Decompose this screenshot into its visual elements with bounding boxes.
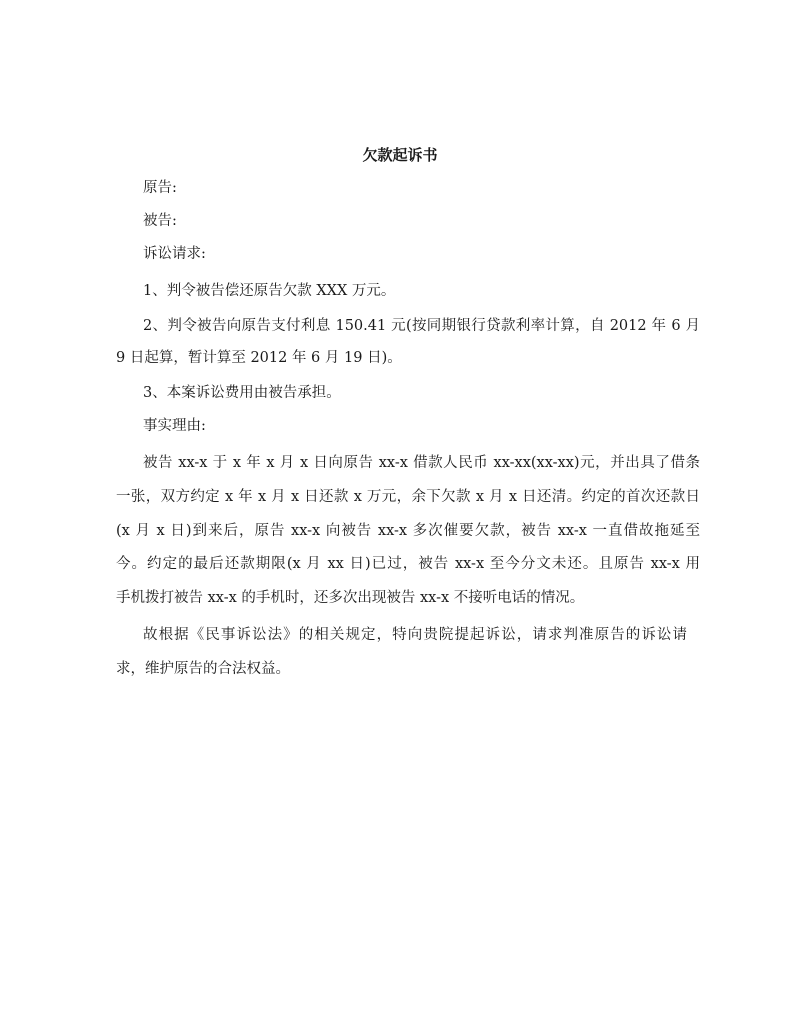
facts-line-5: 手机拨打被告 xx-x 的手机时，还多次出现被告 xx-x 不接听电话的情况。 (116, 590, 585, 606)
claim-1: 1、判令被告偿还原告欠款 XXX 万元。 (143, 283, 396, 299)
facts-line-1: 被告 xx-x 于 x 年 x 月 x 日向原告 xx-x 借款人民币 xx-xx(xx-xx)元，并出具了借条 (143, 455, 700, 471)
claim-3: 3、本案诉讼费用由被告承担。 (143, 385, 341, 401)
conclusion-line-1: 故根据《民事诉讼法》的相关规定，特向贵院提起诉讼，请求判准原告的诉讼请 (143, 627, 687, 643)
claims-heading: 诉讼请求: (143, 246, 206, 262)
facts-heading: 事实理由: (143, 418, 206, 434)
defendant-label: 被告: (143, 213, 177, 229)
document-title: 欠款起诉书 (362, 146, 438, 164)
claim-2-line-2: 9 日起算，暂计算至 2012 年 6 月 19 日)。 (116, 350, 402, 366)
claim-2-line-1: 2、判令被告向原告支付利息 150.41 元(按同期银行贷款利率计算，自 2012 年 6 月 (143, 318, 700, 334)
facts-line-2: 一张，双方约定 x 年 x 月 x 日还款 x 万元，余下欠款 x 月 x 日还清。约定的首次还款日 (116, 489, 700, 505)
conclusion-line-2: 求，维护原告的合法权益。 (116, 661, 290, 677)
facts-line-3: (x 月 x 日)到来后，原告 xx-x 向被告 xx-x 多次催要欠款，被告 xx-x 一直借故拖延至 (116, 523, 700, 539)
plaintiff-label: 原告: (143, 180, 177, 196)
facts-line-4: 今。约定的最后还款期限(x 月 xx 日)已过，被告 xx-x 至今分文未还。且原告 xx-x 用 (116, 556, 700, 572)
